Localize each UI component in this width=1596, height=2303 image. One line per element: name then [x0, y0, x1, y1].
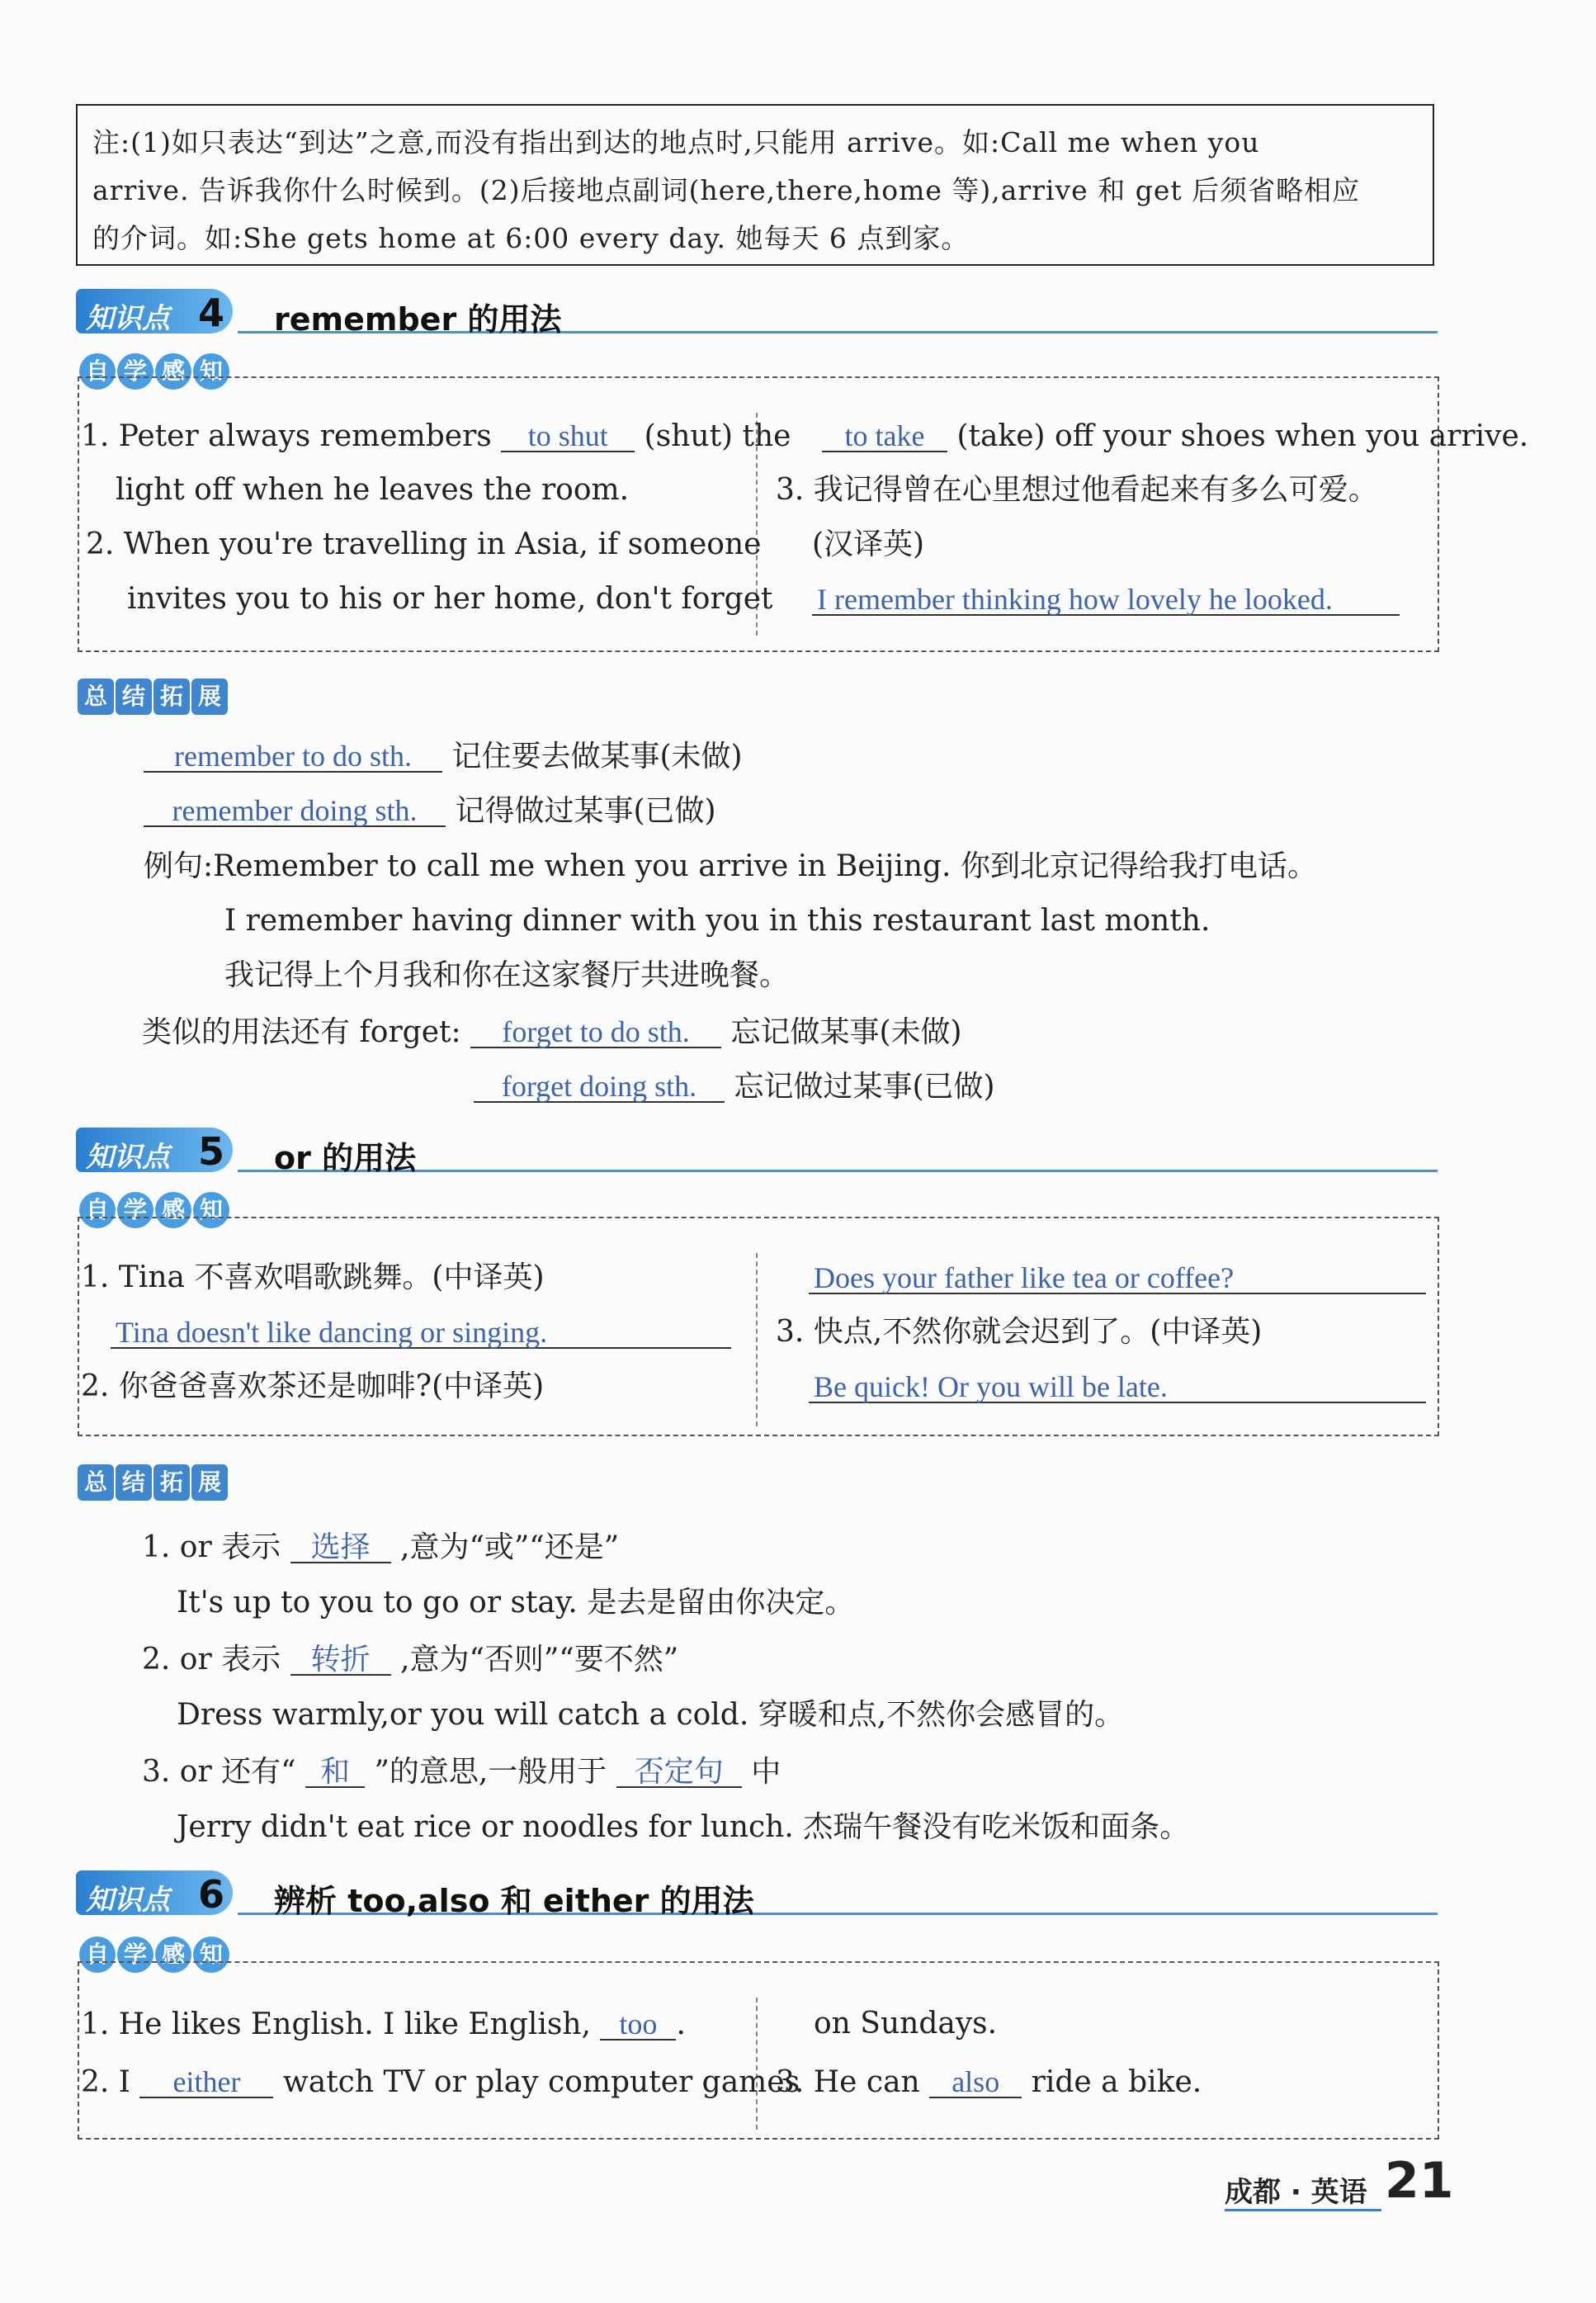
kp-badge-label: 知识点 [86, 302, 170, 335]
tag-char: 学 [117, 353, 153, 390]
similar-usage [474, 1071, 995, 1103]
note-line: arrive. 告诉我你什么时候到。(2)后接地点副词(here,there,home 等),arrive 和 get 后须省略相应 [92, 174, 1361, 206]
summary-text: 记住要去做某事(未做) [451, 740, 743, 773]
summary-text: 1. or 表示 [142, 1530, 281, 1564]
section-rule [238, 1170, 1438, 1172]
similar-usage [142, 1017, 962, 1048]
summary-item [142, 1644, 678, 1676]
question-text: on Sundays. [814, 2007, 998, 2041]
summary-tag [78, 1464, 229, 1504]
question-text: watch TV or play computer games [282, 2065, 800, 2099]
summary-text: 记得做过某事(已做) [455, 794, 716, 828]
exercise-q2-cont [822, 421, 1528, 452]
kp-badge [76, 1870, 233, 1915]
question-text: 3. He can [776, 2065, 920, 2099]
kp-badge-number: 5 [197, 1129, 224, 1174]
tag-char: 展 [191, 1464, 228, 1501]
kp-badge-number: 4 [197, 291, 224, 335]
question-text: 2. I [81, 2065, 131, 2099]
example-sentence: I remember having dinner with you in this restaurant last month. [224, 904, 1211, 938]
tag-char: 学 [117, 1192, 153, 1228]
answer-blank: remember doing sth. [144, 796, 446, 827]
answer-blank: 和 [305, 1757, 365, 1788]
kp-badge-number: 6 [197, 1872, 224, 1917]
footer-label: 成都 · 英语 [1225, 2176, 1367, 2209]
question-text: 1. Peter always remembers [81, 419, 492, 453]
question-text: 1. He likes English. I like English, [81, 2007, 591, 2041]
summary-text: 中 [751, 1755, 781, 1789]
answer-line [812, 584, 1400, 616]
answer-blank: to take [822, 421, 947, 452]
summary-text: 忘记做过某事(已做) [734, 1070, 995, 1104]
exercise-q3 [776, 2067, 1202, 2098]
tag-char: 展 [191, 679, 228, 715]
section-title: remember 的用法 [274, 301, 562, 338]
section-title: 辨析 too,also 和 either 的用法 [274, 1883, 754, 1919]
answer-blank: 否定句 [616, 1757, 742, 1788]
exercise-q2: 2. 你爸爸喜欢茶还是咖啡?(中译英) [81, 1369, 545, 1403]
summary-text: 类似的用法还有 forget: [142, 1015, 461, 1049]
section-header-kp5 [76, 1128, 1438, 1174]
kp-badge-label: 知识点 [86, 1884, 170, 1917]
tag-char: 学 [117, 1937, 153, 1973]
answer-blank: Tina doesn't like dancing or singing. [111, 1317, 731, 1349]
summary-text: ,意为“或”“还是” [400, 1530, 620, 1564]
question-text: (shut) the [644, 419, 791, 453]
tag-char: 知 [193, 353, 229, 390]
answer-blank: Be quick! Or you will be late. [809, 1372, 1426, 1403]
answer-blank: either [139, 2067, 273, 2098]
answer-line [809, 1372, 1426, 1403]
question-text: (take) off your shoes when you arrive. [956, 419, 1529, 453]
tag-char: 结 [116, 1464, 152, 1501]
summary-item [144, 741, 743, 773]
answer-blank: Does your father like tea or coffee? [809, 1263, 1426, 1294]
exercise-box-kp6 [78, 1961, 1439, 2140]
tag-char: 知 [193, 1192, 229, 1228]
footer-rule [1225, 2209, 1381, 2211]
kp-badge [76, 1128, 233, 1172]
kp-badge-label: 知识点 [86, 1141, 170, 1174]
answer-blank: also [929, 2067, 1022, 2098]
tag-char: 感 [155, 353, 191, 390]
answer-blank: I remember thinking how lovely he looked. [812, 584, 1400, 616]
answer-line [111, 1317, 731, 1349]
tag-char: 感 [155, 1937, 191, 1973]
tag-char: 拓 [153, 679, 190, 715]
question-text: (汉译英) [812, 527, 925, 561]
section-title: or 的用法 [274, 1140, 417, 1176]
example-sentence: It's up to you to go or stay. 是去是留由你决定。 [177, 1586, 855, 1620]
section-header-kp6 [76, 1870, 1438, 1917]
section-header-kp4 [76, 289, 1438, 338]
note-line: 的介词。如:She gets home at 6:00 every day. 她每天 6 点到家。 [92, 222, 970, 254]
exercise-q3: 3. 我记得曾在心里想过他看起来有多么可爱。 [776, 473, 1378, 507]
answer-blank: too [600, 2009, 676, 2041]
summary-item [144, 796, 716, 827]
summary-text: 忘记做某事(未做) [730, 1015, 962, 1049]
answer-blank: to shut [501, 421, 635, 452]
kp-badge [76, 289, 233, 333]
question-text: invites you to his or her home, don't forget [127, 582, 773, 616]
tag-char: 感 [155, 1192, 191, 1228]
exercise-q3: 3. 快点,不然你就会迟到了。(中译英) [776, 1315, 1263, 1349]
tag-char: 自 [79, 1192, 116, 1228]
question-text: light off when he leaves the room. [116, 473, 630, 507]
summary-text: 3. or 还有“ [142, 1755, 296, 1789]
tag-char: 自 [79, 1937, 116, 1973]
exercise-q1: 1. Tina 不喜欢唱歌跳舞。(中译英) [81, 1260, 545, 1294]
tag-char: 知 [193, 1937, 229, 1973]
tag-char: 拓 [153, 1464, 190, 1501]
tag-char: 自 [79, 353, 116, 390]
answer-line [809, 1263, 1426, 1294]
summary-text: ,意为“否则”“要不然” [400, 1643, 679, 1676]
column-divider [756, 1253, 758, 1426]
tag-char: 结 [116, 679, 152, 715]
answer-blank: 选择 [290, 1532, 391, 1563]
answer-blank: forget to do sth. [470, 1017, 721, 1048]
example-sentence: 我记得上个月我和你在这家餐厅共进晚餐。 [224, 958, 790, 992]
summary-item [142, 1757, 781, 1788]
column-divider [756, 1998, 758, 2130]
exercise-q2 [81, 2067, 800, 2098]
question-text: . [676, 2007, 686, 2041]
exercise-q2: 2. When you're travelling in Asia, if someone [86, 527, 762, 561]
answer-blank: 转折 [290, 1644, 391, 1676]
note-line: 注:(1)如只表达“到达”之意,而没有指出到达的地点时,只能用 arrive。如:Call me when you [92, 126, 1260, 158]
exercise-q1 [81, 421, 791, 452]
example-sentence: Jerry didn't eat rice or noodles for lunch. 杰瑞午餐没有吃米饭和面条。 [177, 1810, 1190, 1844]
tag-char: 总 [78, 679, 114, 715]
page-number: 21 [1385, 2152, 1454, 2210]
summary-text: 2. or 表示 [142, 1643, 281, 1676]
summary-item [142, 1532, 619, 1563]
answer-blank: forget doing sth. [474, 1071, 725, 1103]
answer-blank: remember to do sth. [144, 741, 442, 773]
summary-text: ”的意思,一般用于 [374, 1755, 607, 1789]
example-sentence: Dress warmly,or you will catch a cold. 穿暖和点,不然你会感冒的。 [177, 1698, 1125, 1732]
question-text: ride a bike. [1031, 2065, 1202, 2099]
note-box [76, 104, 1434, 266]
summary-tag [78, 679, 229, 718]
exercise-q1 [81, 2009, 686, 2041]
tag-char: 总 [78, 1464, 114, 1501]
example-sentence: 例句:Remember to call me when you arrive in Beijing. 你到北京记得给我打电话。 [144, 849, 1317, 883]
